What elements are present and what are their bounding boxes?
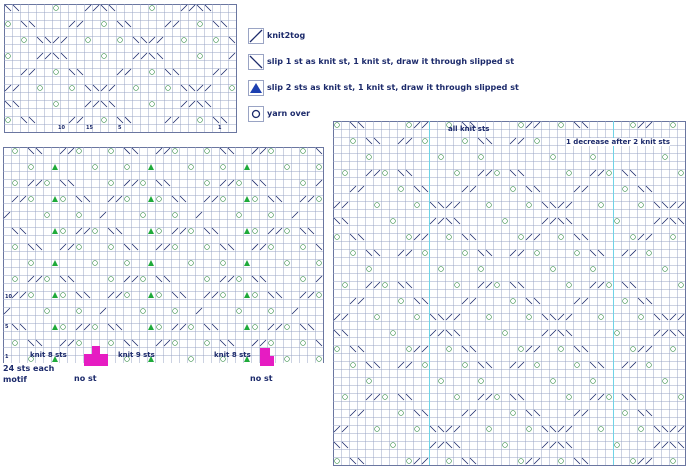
no-st-block-1c [100, 354, 108, 366]
left-footer-no-st-2: no st [250, 374, 273, 383]
left-footer-no-st-1: no st [74, 374, 97, 383]
right-chart [333, 121, 686, 471]
right-chart-decrease-label: 1 decrease after 2 knit sts [566, 138, 671, 146]
top-chart-col-label-1: 1 [218, 125, 222, 131]
left-footer-motif-1: 24 sts each [3, 364, 55, 373]
left-row-number-5: 5 [5, 324, 9, 330]
top-chart-col-label-15: 15 [86, 125, 93, 131]
legend-item-knit2tog [248, 28, 528, 54]
legend-item-triangle [248, 80, 528, 106]
top-chart-col-label-10: 10 [58, 125, 65, 131]
top-chart-grid [4, 4, 237, 134]
no-st-block-1a [84, 354, 92, 366]
legend-label-ssk: slip 1 st as knit st, 1 knit st, draw it through slipped st [267, 57, 515, 66]
no-st-block-1b [92, 346, 100, 366]
yarn-over-icon [248, 106, 264, 122]
triangle-icon [248, 80, 264, 96]
left-footer-motif-2: motif [3, 375, 27, 384]
knit2tog-icon [248, 28, 264, 44]
legend-item-ssk [248, 54, 528, 80]
left-footer-knit8-right: knit 8 sts [214, 351, 251, 359]
legend-label-knit2tog: knit2tog [267, 31, 306, 40]
ssk-icon [248, 54, 264, 70]
legend [248, 28, 528, 132]
no-st-block-2b [268, 356, 274, 366]
left-row-number-1: 1 [5, 354, 9, 360]
left-footer-knit9: knit 9 sts [118, 351, 155, 359]
right-chart-all-knit-label: all knit sts [448, 125, 490, 133]
legend-label-yarn-over: yarn over [267, 109, 311, 118]
left-chart-grid [3, 147, 325, 363]
top-chart-col-label-5: 5 [118, 125, 122, 131]
top-chart [4, 4, 237, 134]
left-chart [3, 147, 325, 363]
legend-label-triangle: slip 2 sts as knit st, 1 knit st, draw it through slipped st [267, 83, 519, 92]
left-footer-knit8-left: knit 8 sts [30, 351, 67, 359]
right-chart-grid [333, 121, 686, 471]
left-row-number-10: 10 [5, 294, 12, 300]
